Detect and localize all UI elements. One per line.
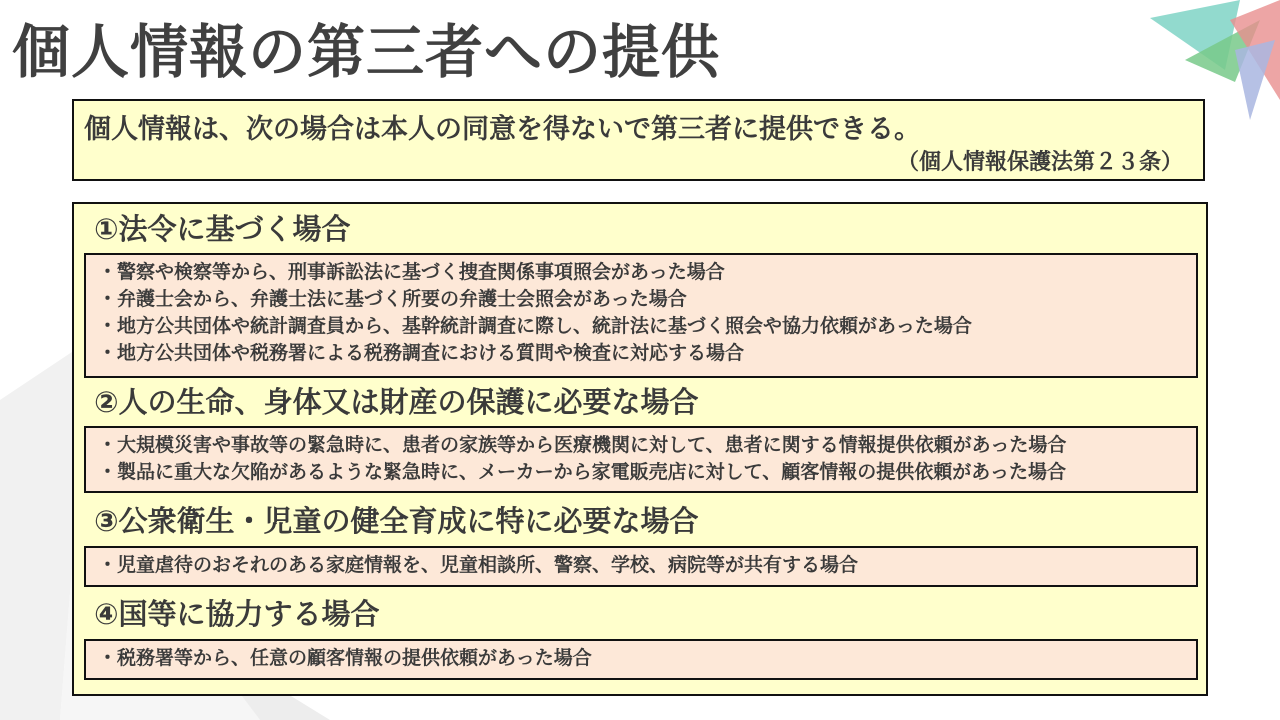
list-item: ・警察や検察等から、刑事訴訟法に基づく捜査関係事項照会があった場合 (98, 261, 725, 283)
item-box-life-protection (84, 426, 1198, 493)
list-item: ・大規模災害や事故等の緊急時に、患者の家族等から医療機関に対して、患者に関する情報提供依頼があった場合 (98, 434, 1067, 456)
section-heading-law: ①法令に基づく場合 (94, 212, 351, 246)
item-box-public-health (84, 546, 1198, 587)
item-box-government-cooperation (84, 639, 1198, 680)
cases-panel (72, 202, 1208, 696)
list-item: ・弁護士会から、弁護士法に基づく所要の弁護士会照会があった場合 (98, 288, 687, 310)
lead-citation: （個人情報保護法第２３条） (896, 150, 1183, 175)
list-item: ・税務署等から、任意の顧客情報の提供依頼があった場合 (98, 647, 592, 669)
lead-box (72, 99, 1205, 181)
section-heading-government-cooperation: ④国等に協力する場合 (94, 597, 380, 631)
section-heading-life-protection: ②人の生命、身体又は財産の保護に必要な場合 (94, 385, 699, 419)
lead-text: 個人情報は、次の場合は本人の同意を得ないで第三者に提供できる。 (84, 114, 921, 145)
section-heading-public-health: ③公衆衛生・児童の健全育成に特に必要な場合 (94, 504, 699, 538)
page-title: 個人情報の第三者への提供 (12, 18, 721, 86)
list-item: ・児童虐待のおそれのある家庭情報を、児童相談所、警察、学校、病院等が共有する場合 (98, 554, 859, 576)
list-item: ・地方公共団体や税務署による税務調査における質問や検査に対応する場合 (98, 342, 745, 364)
item-box-law (84, 253, 1198, 378)
list-item: ・製品に重大な欠陥があるような緊急時に、メーカーから家電販売店に対して、顧客情報の提供依頼があった場合 (98, 461, 1067, 483)
list-item: ・地方公共団体や統計調査員から、基幹統計調査に際し、統計法に基づく照会や協力依頼があった場合 (98, 315, 972, 337)
